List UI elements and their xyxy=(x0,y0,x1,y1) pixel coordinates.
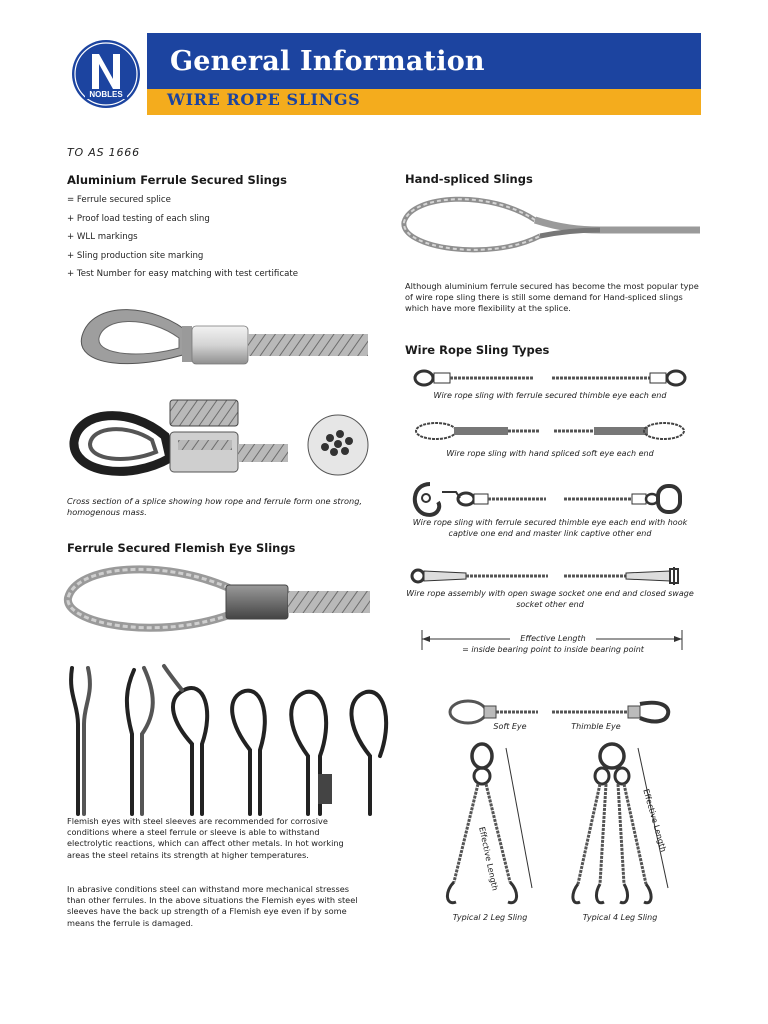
four-leg-sling-label: Typical 4 Leg Sling xyxy=(582,913,658,922)
cross-section-illustration xyxy=(70,400,370,495)
section-heading-handspliced: Hand-spliced Slings xyxy=(405,172,533,186)
sling-type-caption-1: Wire rope sling with ferrule secured thimble eye each end xyxy=(433,391,667,400)
thimble-eye-label: Thimble Eye xyxy=(571,722,621,731)
nobles-logo xyxy=(71,39,141,109)
two-leg-sling-label: Typical 2 Leg Sling xyxy=(452,913,528,922)
section-heading-aluminium: Aluminium Ferrule Secured Slings xyxy=(67,173,287,187)
cross-section-caption: Cross section of a splice showing how rope and ferrule form one strong, homogenous mass. xyxy=(67,496,362,518)
handspliced-paragraph: Although aluminium ferrule secured has become the most popular type of wire rope sling there is still some demand for Hand-spliced slings which have more flexibility at the splice. xyxy=(405,281,699,314)
feature-list xyxy=(67,194,298,287)
four-leg-effective-length: Effective Length xyxy=(641,788,668,854)
sling-type-caption-4: Wire rope assembly with open swage socket one end and closed swage socket other end xyxy=(406,589,694,609)
standard-reference: TO AS 1666 xyxy=(67,146,140,159)
soft-eye-label: Soft Eye xyxy=(493,722,527,731)
list-item: + WLL markings xyxy=(67,232,138,242)
section-heading-sling-types: Wire Rope Sling Types xyxy=(405,343,550,357)
two-leg-effective-length: Effective Length xyxy=(477,826,500,892)
logo-text: NOBLES xyxy=(89,90,123,99)
sling-type-swage-sockets xyxy=(408,565,688,589)
list-item: = Ferrule secured splice xyxy=(67,195,171,205)
sling-type-caption-3: Wire rope sling with ferrule secured thimble eye each end with hook captive one end and master link captive other end xyxy=(412,518,688,538)
flemish-eye-steps-illustration xyxy=(64,664,374,814)
flemish-paragraph-1: Flemish eyes with steel sleeves are recommended for corrosive conditions where a steel ferrule or sleeve is able to withstand electrolytic reactions, which can affect other metals. In hot working areas the steel retains its strength at higher temperatures. xyxy=(67,816,344,860)
page-title: General Information xyxy=(170,46,485,77)
sling-type-caption-2: Wire rope sling with hand spliced soft eye each end xyxy=(446,449,654,458)
logo-box xyxy=(65,33,147,115)
sling-type-handspliced-both xyxy=(414,420,686,444)
list-item: + Sling production site marking xyxy=(67,250,204,261)
effective-length-label: Effective Length xyxy=(520,634,586,643)
effective-length-definition: = inside bearing point to inside bearing point xyxy=(462,645,644,654)
page-subtitle: WIRE ROPE SLINGS xyxy=(167,90,361,109)
handspliced-sling-illustration xyxy=(400,192,705,262)
flemish-eye-illustration xyxy=(64,563,374,643)
sling-type-hook-masterlink xyxy=(408,478,688,520)
page-header xyxy=(65,33,701,115)
section-heading-flemish: Ferrule Secured Flemish Eye Slings xyxy=(67,541,296,555)
flemish-paragraph-2: In abrasive conditions steel can withstand more mechanical stresses than other ferrules. In the above situations the Flemish eyes with steel sleeves have the back up strength of a Flemish eye even if by some means the ferrule is damaged. xyxy=(67,884,358,928)
sling-type-thimble-both xyxy=(414,368,686,390)
list-item: + Test Number for easy matching with test certificate xyxy=(67,269,298,279)
list-item: + Proof load testing of each sling xyxy=(67,213,210,224)
ferrule-thimble-illustration xyxy=(74,300,374,390)
